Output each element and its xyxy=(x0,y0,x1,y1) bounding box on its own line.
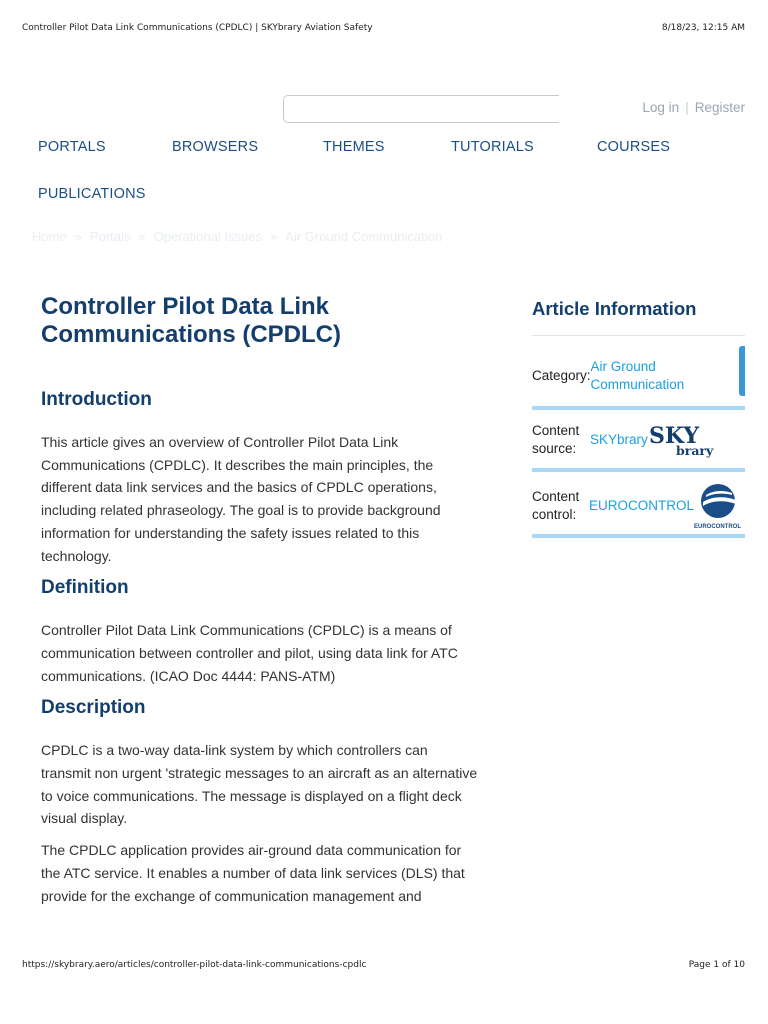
search-input[interactable] xyxy=(283,95,559,123)
nav-item-publications[interactable]: PUBLICATIONS xyxy=(38,186,146,202)
register-link[interactable]: Register xyxy=(694,100,745,115)
info-divider-bar xyxy=(532,468,745,472)
content-source-row xyxy=(532,416,745,464)
login-link[interactable]: Log in xyxy=(642,100,680,115)
divider xyxy=(532,335,745,336)
category-label: Category: xyxy=(532,368,591,383)
breadcrumb-home[interactable]: Home xyxy=(32,229,67,244)
print-footer-url: https://skybrary.aero/articles/controller-pilot-data-link-communications-cpdlc xyxy=(22,960,367,970)
auth-links xyxy=(642,100,745,115)
nav-item-themes[interactable]: THEMES xyxy=(323,139,385,155)
definition-heading: Definition xyxy=(41,577,129,599)
nav-item-tutorials[interactable]: TUTORIALS xyxy=(451,139,534,155)
breadcrumb xyxy=(32,229,442,244)
description-heading: Description xyxy=(41,697,146,719)
content-control-row xyxy=(532,478,745,534)
breadcrumb-operational-issues[interactable]: Operational Issues xyxy=(153,229,263,244)
article xyxy=(41,293,481,907)
page-title: Controller Pilot Data Link Communications (CPDLC) xyxy=(41,293,341,348)
category-row xyxy=(532,348,745,404)
info-divider-bar xyxy=(532,534,745,538)
nav-item-portals[interactable]: PORTALS xyxy=(38,139,106,155)
breadcrumb-portals[interactable]: Portals xyxy=(89,229,131,244)
nav-item-courses[interactable]: COURSES xyxy=(597,139,671,155)
info-divider-bar xyxy=(532,406,745,410)
sidebar-accent-tab[interactable] xyxy=(739,346,745,396)
content-control-link[interactable]: EUROCONTROL xyxy=(589,497,695,513)
introduction-text: This article gives an overview of Controller Pilot Data Link Communications (CPDLC). It describes the main principles, the different data link services and the basics of CPDLC operations, including related phraseology. The goal is to provide background information for understanding the safety issues related to this technology. xyxy=(41,434,441,564)
breadcrumb-separator: » xyxy=(74,229,82,244)
skybrary-logo-sub: brary xyxy=(675,443,714,458)
breadcrumb-separator: » xyxy=(270,229,278,244)
content-control-label: Content control: xyxy=(532,489,580,522)
auth-separator: | xyxy=(685,100,689,115)
article-info-sidebar xyxy=(532,298,745,538)
print-header xyxy=(22,23,745,33)
eurocontrol-logo xyxy=(694,481,742,531)
description-paragraph: The CPDLC application provides air-ground data communication for the ATC service. It enables a number of data link services (DLS) that provide for the exchange of communication management and xyxy=(41,842,465,904)
introduction-heading: Introduction xyxy=(41,389,152,410)
breadcrumb-air-ground-communication[interactable]: Air Ground Communication xyxy=(285,229,443,244)
category-link[interactable]: Air Ground Communication xyxy=(590,358,685,392)
content-source-link[interactable]: SKYbrary xyxy=(590,431,648,447)
print-footer xyxy=(22,960,745,970)
content-source-label: Content source: xyxy=(532,423,580,456)
eurocontrol-logo-text: EUROCONTROL xyxy=(694,524,742,530)
article-info-title: Article Information xyxy=(532,298,697,319)
definition-text: Controller Pilot Data Link Communications (CPDLC) is a means of communication between controller and pilot, using data link for ATC communications. (ICAO Doc 4444: PANS-ATM) xyxy=(41,622,458,684)
print-footer-page: Page 1 of 10 xyxy=(688,960,745,970)
skybrary-logo-main: SKY xyxy=(648,423,699,449)
print-header-datetime: 8/18/23, 12:15 AM xyxy=(661,23,745,33)
breadcrumb-separator: » xyxy=(138,229,146,244)
print-header-title: Controller Pilot Data Link Communications (CPDLC) | SKYbrary Aviation Safety xyxy=(22,23,373,33)
skybrary-logo xyxy=(648,422,722,458)
description-paragraph: CPDLC is a two-way data-link system by which controllers can transmit non urgent 'strategic messages to an aircraft as an alternative to voice communications. The message is displayed on a flight deck visual display. xyxy=(41,742,478,827)
nav-item-browsers[interactable]: BROWSERS xyxy=(172,139,259,155)
